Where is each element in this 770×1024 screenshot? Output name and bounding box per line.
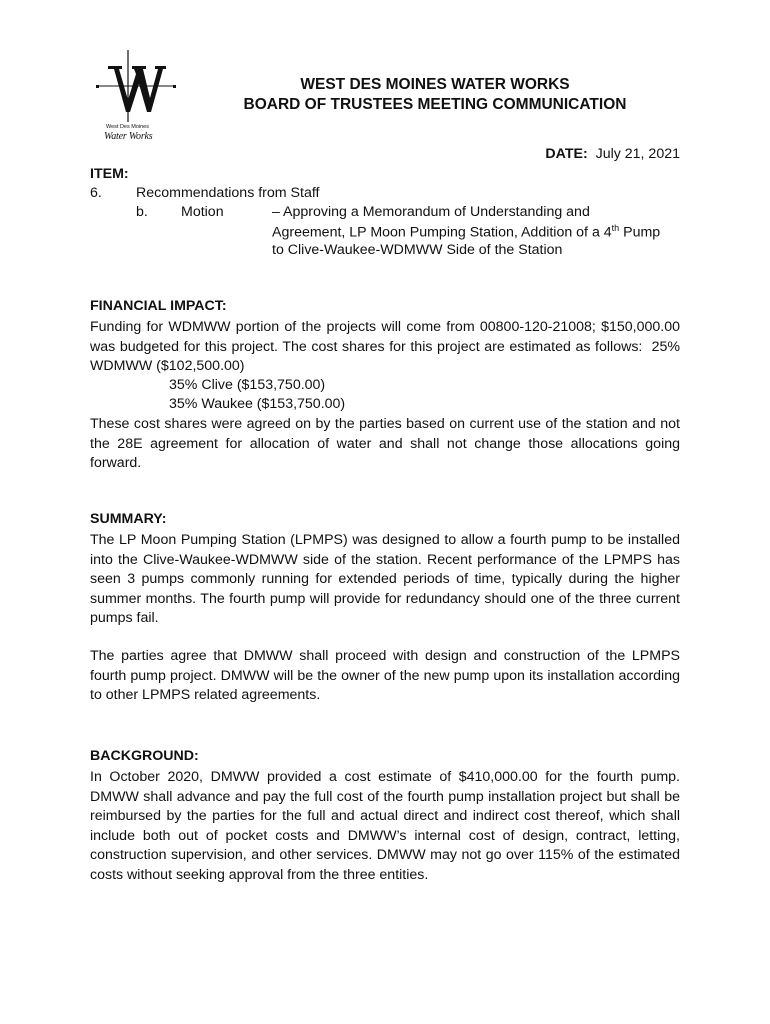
logo-tagline: Water Works — [104, 131, 153, 142]
document-title-line1: WEST DES MOINES WATER WORKS — [300, 76, 570, 93]
background-paragraph: In October 2020, DMWW provided a cost estimate of $410,000.00 for the fourth pump. DMWW shall advance and pay the full cost of the fourth pump installation project but shall be reimbursed by the parties for the full and actual direct and indirect cost thereof, which shall include both out of pocket costs and DMWW’s internal cost of design, contract, letting, construction supervision, and other services. DMWW may not go over 115% of the estimated costs without seeking approval from the three entities. — [90, 769, 680, 883]
summary-paragraph-2: The parties agree that DMWW shall proceed with design and construction of the LPMPS fourth pump project. DMWW will be the owner of the new pump upon its installation according to other LPMPS related agreements. — [90, 648, 680, 703]
item-number: 6. — [90, 185, 102, 201]
item-description-line2 — [272, 223, 660, 241]
financial-impact-note: These cost shares were agreed on by the parties based on current use of the station and not the 28E agreement for allocation of water and shall not change those allocations going forward. — [90, 416, 680, 471]
item-description-line2-end: Pump — [619, 224, 661, 241]
logo-tagline-small: West Des Moines — [106, 124, 149, 130]
wdmww-logo — [92, 48, 180, 148]
logo-emblem-icon — [92, 48, 180, 128]
financial-impact-body: Funding for WDMWW portion of the projects will come from 00800-120-21008; $150,000.00 was budgeted for this project. The cost shares for this project are estimated as follows: — [90, 319, 680, 355]
meeting-date — [545, 146, 680, 162]
item-sub-letter: b. — [136, 204, 148, 220]
item-heading: ITEM: — [90, 166, 129, 182]
summary-heading: SUMMARY: — [90, 511, 167, 527]
item-description-line2-text: Agreement, LP Moon Pumping Station, Addition of a 4 — [272, 224, 612, 241]
cost-share-clive: 35% Clive ($153,750.00) — [169, 377, 326, 393]
item-description-line1: – Approving a Memorandum of Understanding and — [272, 204, 590, 220]
item-sub-type: Motion — [181, 204, 224, 220]
financial-impact-heading: FINANCIAL IMPACT: — [90, 298, 227, 314]
item-description-line3: to Clive-Waukee-WDMWW Side of the Station — [272, 242, 563, 258]
summary-paragraph-1: The LP Moon Pumping Station (LPMPS) was designed to allow a fourth pump to be installed into the Clive-Waukee-WDMWW side of the station. Recent performance of the LPMPS has seen 3 pumps commonly running for extended periods of time, typically during the higher summer months. The fourth pump will provide for redundancy should one of the three current pumps fail. — [90, 532, 680, 626]
financial-impact-text — [90, 318, 680, 377]
item-description-superscript: th — [611, 223, 620, 233]
date-label: DATE: — [545, 146, 588, 162]
cost-share-wdmww: 25% WDMWW ($102,500.00) — [90, 338, 680, 374]
document-title-line2: BOARD OF TRUSTEES MEETING COMMUNICATION — [243, 96, 627, 113]
cost-share-waukee: 35% Waukee ($153,750.00) — [169, 396, 346, 412]
background-heading: BACKGROUND: — [90, 748, 199, 764]
item-title: Recommendations from Staff — [136, 185, 320, 201]
date-value: July 21, 2021 — [595, 146, 680, 162]
